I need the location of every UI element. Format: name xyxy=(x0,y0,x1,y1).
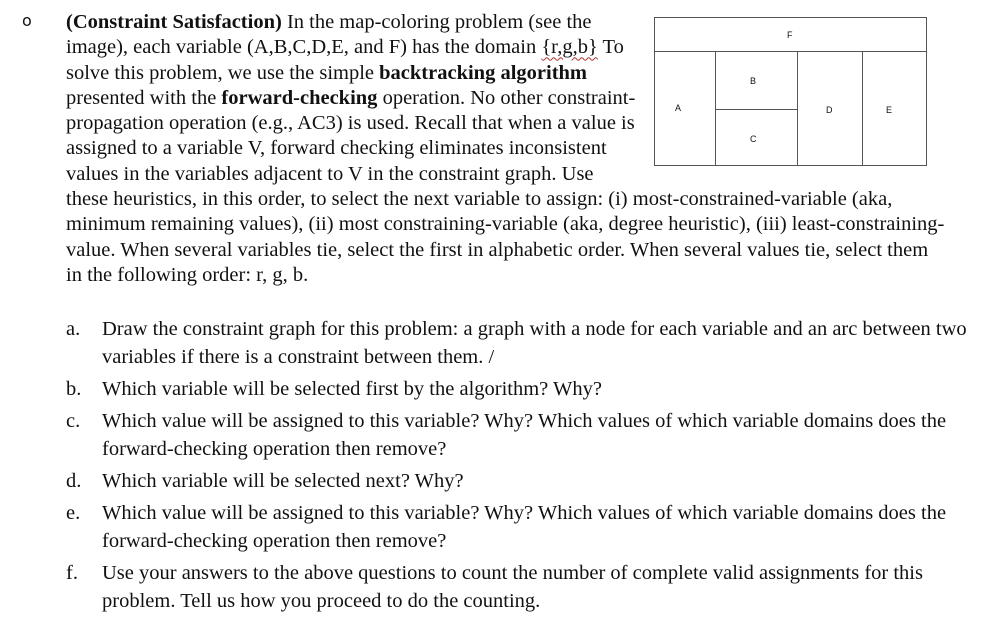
question-item xyxy=(66,315,982,371)
question-marker: f. xyxy=(66,562,78,584)
question-text: Which variable will be selected first by the algorithm? Why? xyxy=(102,378,602,400)
question-marker: d. xyxy=(66,470,82,492)
map-label-b: B xyxy=(750,76,757,86)
question-marker: b. xyxy=(66,378,82,400)
question-marker: e. xyxy=(66,502,81,524)
question-item xyxy=(66,499,982,555)
question-item xyxy=(66,375,982,403)
list-bullet: o xyxy=(22,11,32,30)
map-label-c: C xyxy=(750,134,757,144)
map-label-a: A xyxy=(675,103,682,113)
intro-text-3: presented with the xyxy=(66,86,222,109)
question-text: Which variable will be selected next? Why? xyxy=(102,470,464,492)
map-diagram xyxy=(654,15,938,175)
map-label-e: E xyxy=(886,105,893,115)
map-label-f: F xyxy=(787,30,793,40)
intro-bold-forward-checking: forward-checking xyxy=(221,86,378,109)
question-list xyxy=(66,315,982,619)
question-item xyxy=(66,407,982,463)
intro-text-1: In the map-coloring problem (see the image), each variable (A,B,C,D,E, and F) has the domain xyxy=(66,11,592,59)
domain-set: {r,g,b} xyxy=(541,36,598,59)
question-marker: c. xyxy=(66,410,81,432)
problem-statement xyxy=(66,10,946,288)
question-item xyxy=(66,559,982,615)
question-marker: a. xyxy=(66,318,81,340)
question-item xyxy=(66,467,982,495)
question-text: Draw the constraint graph for this problem: a graph with a node for each variable and an arc between two variables if there is a constraint between them. / xyxy=(102,318,967,368)
map-label-d: D xyxy=(826,105,833,115)
intro-title: (Constraint Satisfaction) xyxy=(66,11,282,33)
intro-bold-backtracking: backtracking algorithm xyxy=(379,61,587,84)
question-text: Use your answers to the above questions to count the number of complete valid assignments for this problem. Tell us how you proceed to do the counting. xyxy=(102,562,923,612)
map-figure xyxy=(654,15,938,175)
question-text: Which value will be assigned to this variable? Why? Which values of which variable domains does the forward-checking operation then remove? xyxy=(102,502,947,552)
intro-text-4: operation. No other constraint-propagation operation (e.g., AC3) is used. Recall that when a value is assigned to a variable V, forward checking eliminates inconsistent values in the variables adjacent to V in the constraint graph. Use these heuristics, in this order, to select the next variable to assign: (i) most-constrained-variable (aka, minimum remaining values), (ii) most constraining-variable (aka, degree heuristic), (iii) least-constraining-value. When several variables tie, select the first in alphabetic order. When several values tie, select them in the following order: r, g, b. xyxy=(66,86,945,286)
intro-text-2: To solve this problem, we use the simple xyxy=(66,36,624,84)
question-text: Which value will be assigned to this variable? Why? Which values of which variable domains does the forward-checking operation then remove? xyxy=(102,410,947,460)
